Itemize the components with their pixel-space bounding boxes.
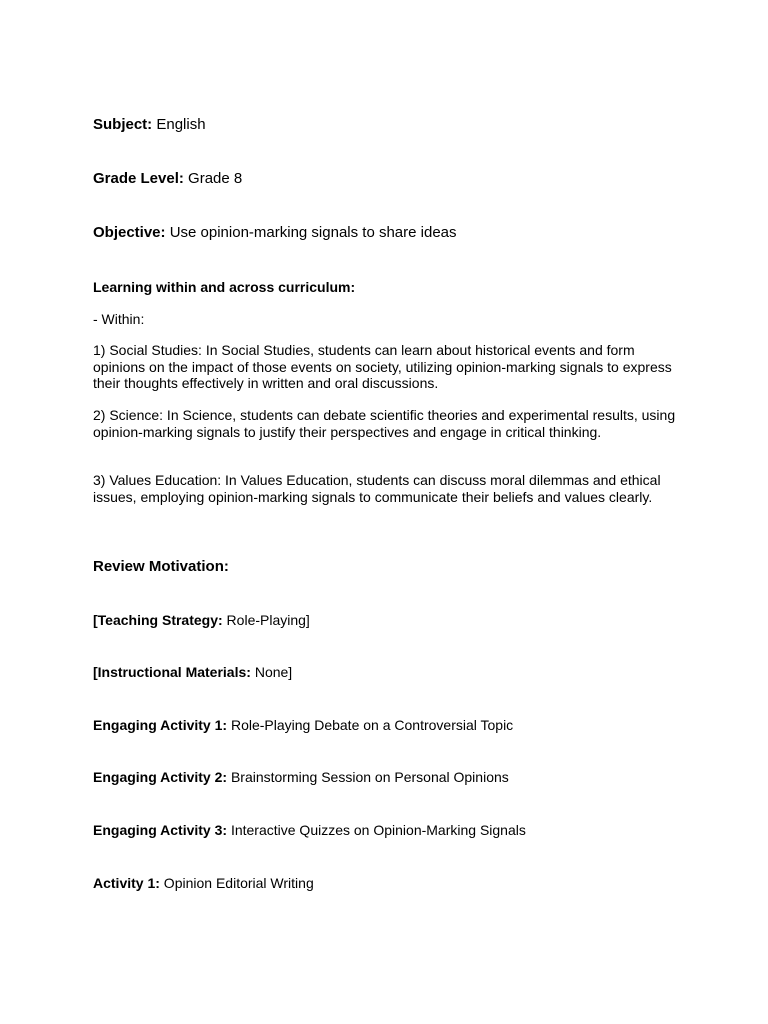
engaging-activity-1-line xyxy=(93,717,513,733)
engaging-activity-2-value: Brainstorming Session on Personal Opinions xyxy=(227,769,509,785)
engaging-activity-3-value: Interactive Quizzes on Opinion-Marking Signals xyxy=(227,822,526,838)
teaching-strategy-value: Role-Playing] xyxy=(222,612,310,628)
learning-item-social-studies: 1) Social Studies: In Social Studies, students can learn about historical events and form opinions on the impact of those events on society, utilizing opinion-marking signals to express their thoughts effectively in written and oral discussions. xyxy=(93,342,672,391)
learning-item-science: 2) Science: In Science, students can debate scientific theories and experimental results, using opinion-marking signals to justify their perspectives and engage in critical thinking. xyxy=(93,407,676,440)
learning-item-values-education: 3) Values Education: In Values Education, students can discuss moral dilemmas and ethical issues, employing opinion-marking signals to communicate their beliefs and values clearly. xyxy=(93,472,661,505)
instructional-materials-line: [Instructional Materials: None] xyxy=(93,664,293,680)
teaching-strategy-label: Teaching Strategy: xyxy=(97,612,223,628)
engaging-activity-1-label: Engaging Activity 1: xyxy=(93,717,228,733)
learning-heading: Learning within and across curriculum: xyxy=(93,279,356,295)
subject-line xyxy=(93,116,206,133)
activity-1-label: Activity 1: xyxy=(93,875,160,891)
teaching-strategy-line: [Teaching Strategy: Role-Playing] xyxy=(93,612,310,628)
grade-level-value: Grade 8 xyxy=(183,170,243,187)
activity-1-value: Opinion Editorial Writing xyxy=(159,875,314,891)
subject-value: English xyxy=(152,116,206,133)
engaging-activity-2-label: Engaging Activity 2: xyxy=(93,769,228,785)
instructional-materials-value: None] xyxy=(250,664,293,680)
subject-label: Subject: xyxy=(93,116,153,133)
engaging-activity-1-value: Role-Playing Debate on a Controversial Topic xyxy=(227,717,514,733)
learning-within: - Within: xyxy=(93,311,145,327)
review-motivation-heading: Review Motivation: xyxy=(93,558,229,575)
engaging-activity-2-line xyxy=(93,769,509,785)
objective-value: Use opinion-marking signals to share ideas xyxy=(165,224,457,241)
grade-level-line xyxy=(93,170,242,187)
engaging-activity-3-label: Engaging Activity 3: xyxy=(93,822,228,838)
objective-line xyxy=(93,224,457,241)
activity-1-line xyxy=(93,875,314,891)
engaging-activity-3-line xyxy=(93,822,526,838)
grade-level-label: Grade Level: xyxy=(93,170,184,187)
objective-label: Objective: xyxy=(93,224,166,241)
instructional-materials-label: Instructional Materials: xyxy=(97,664,251,680)
